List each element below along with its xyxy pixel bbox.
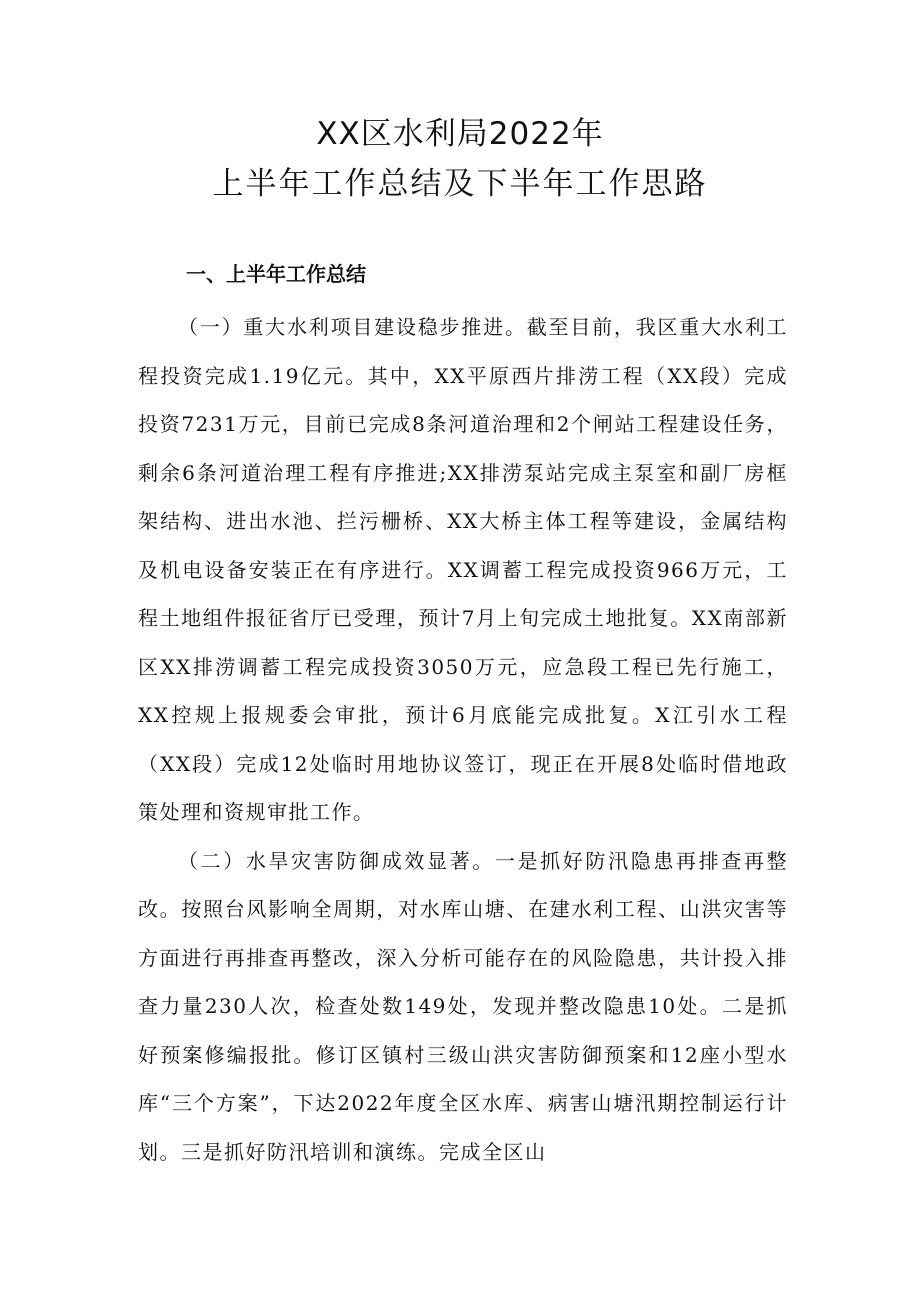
section-heading: 一、上半年工作总结: [186, 262, 366, 286]
paragraph-2: （二）水旱灾害防御成效显著。一是抓好防汛隐患再排查再整改。按照台风影响全周期，对水库山塘、在建水利工程、山洪灾害等方面进行再排查再整改，深入分析可能存在的风险隐患，共计投入排查力量230人次，检查处数149处，发现并整改隐患10处。二是抓好预案修编报批。修订区镇村三级山洪灾害防御预案和12座小型水库“三个方案”，下达2022年度全区水库、病害山塘汛期控制运行计划。三是抓好防汛培训和演练。完成全区山: [138, 848, 788, 1164]
document-body: [138, 303, 788, 1176]
document-title-line-2: 上半年工作总结及下半年工作思路: [212, 166, 708, 202]
document-title-line-1: XX区水利局2022年: [316, 116, 604, 152]
paragraph-1: （一）重大水利项目建设稳步推进。截至目前，我区重大水利工程投资完成1.19亿元。其中，XX平原西片排涝工程（XX段）完成投资7231万元，目前已完成8条河道治理和2个闸站工程建设任务，剩余6条河道治理工程有序推进;XX排涝泵站完成主泵室和副厂房框架结构、进出水池、拦污栅桥、XX大桥主体工程等建设，金属结构及机电设备安装正在有序进行。XX调蓄工程完成投资966万元，工程土地组件报征省厅已受理，预计7月上旬完成土地批复。XX南部新区XX排涝调蓄工程完成投资3050万元，应急段工程已先行施工，XX控规上报规委会审批，预计6月底能完成批复。X江引水工程（XX段）完成12处临时用地协议签订，现正在开展8处临时借地政策处理和资规审批工作。: [138, 315, 788, 824]
